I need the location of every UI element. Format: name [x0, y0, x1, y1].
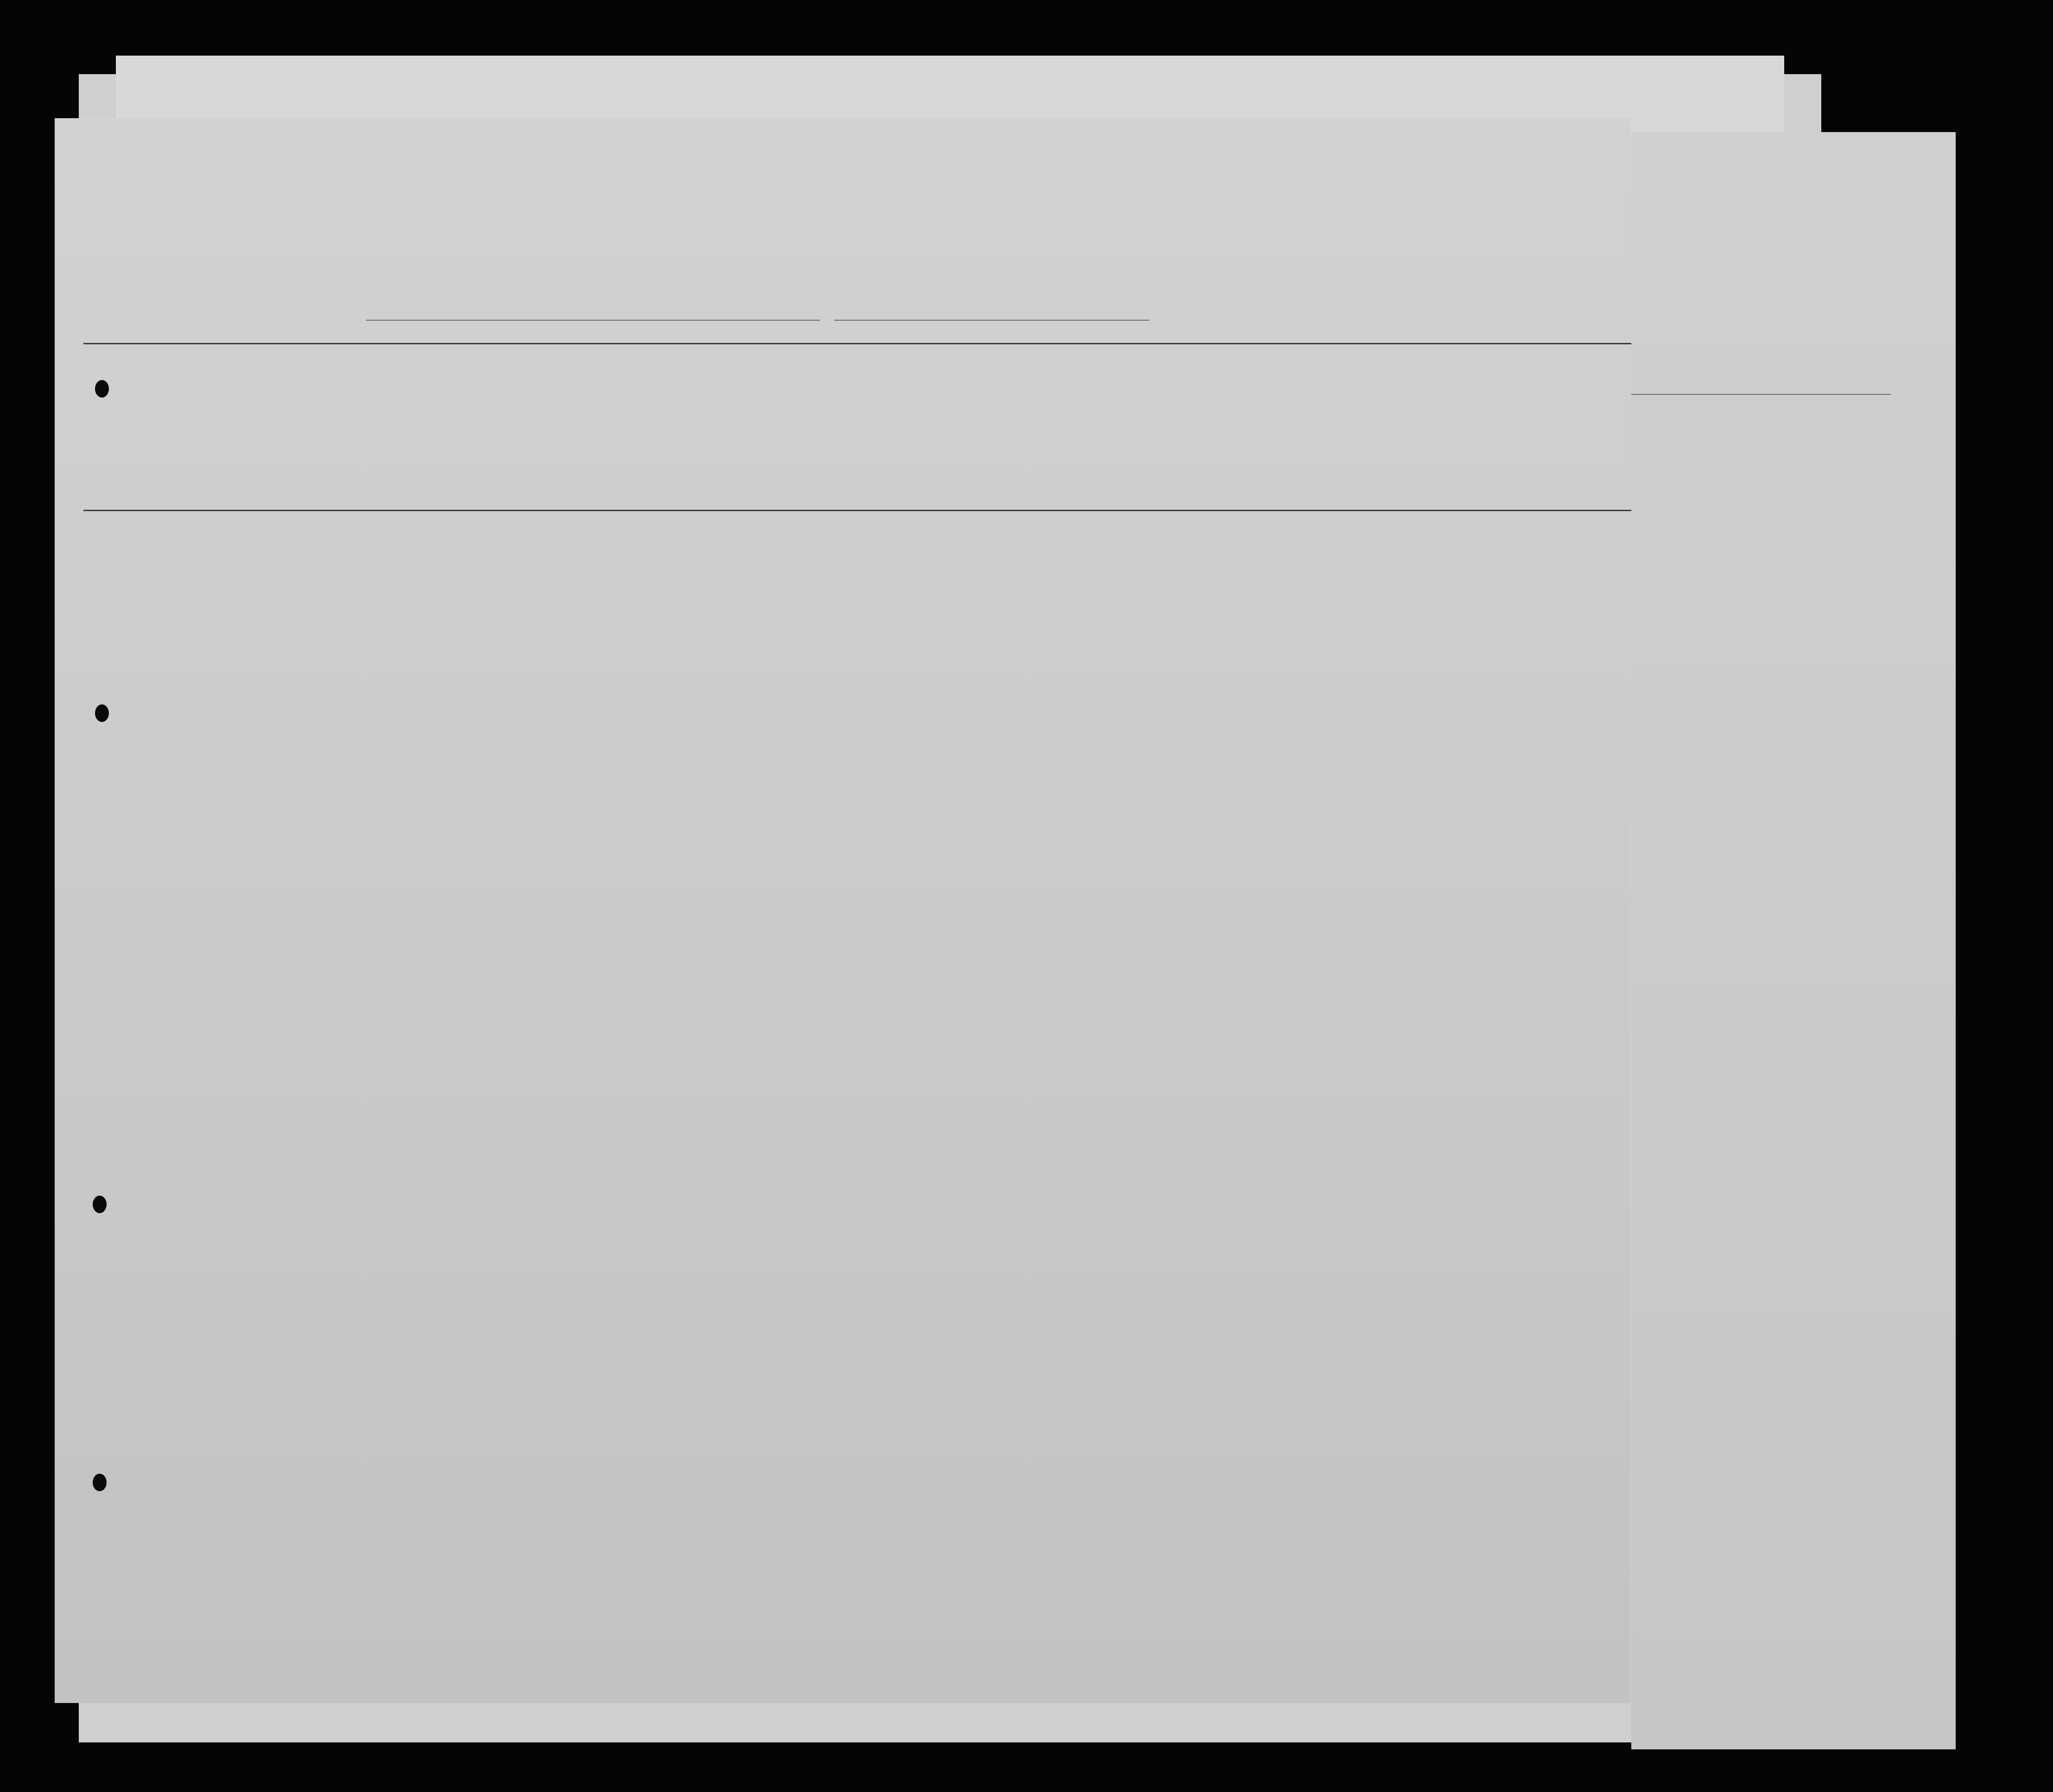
- arriving-row: [97, 300, 1488, 328]
- binder-hole: [93, 1474, 107, 1491]
- visa-flap: [1631, 132, 1956, 1749]
- manifest-sheet: [55, 118, 1630, 1703]
- binder-hole: [93, 1196, 107, 1213]
- binder-hole: [95, 704, 109, 722]
- binder-hole: [95, 380, 109, 398]
